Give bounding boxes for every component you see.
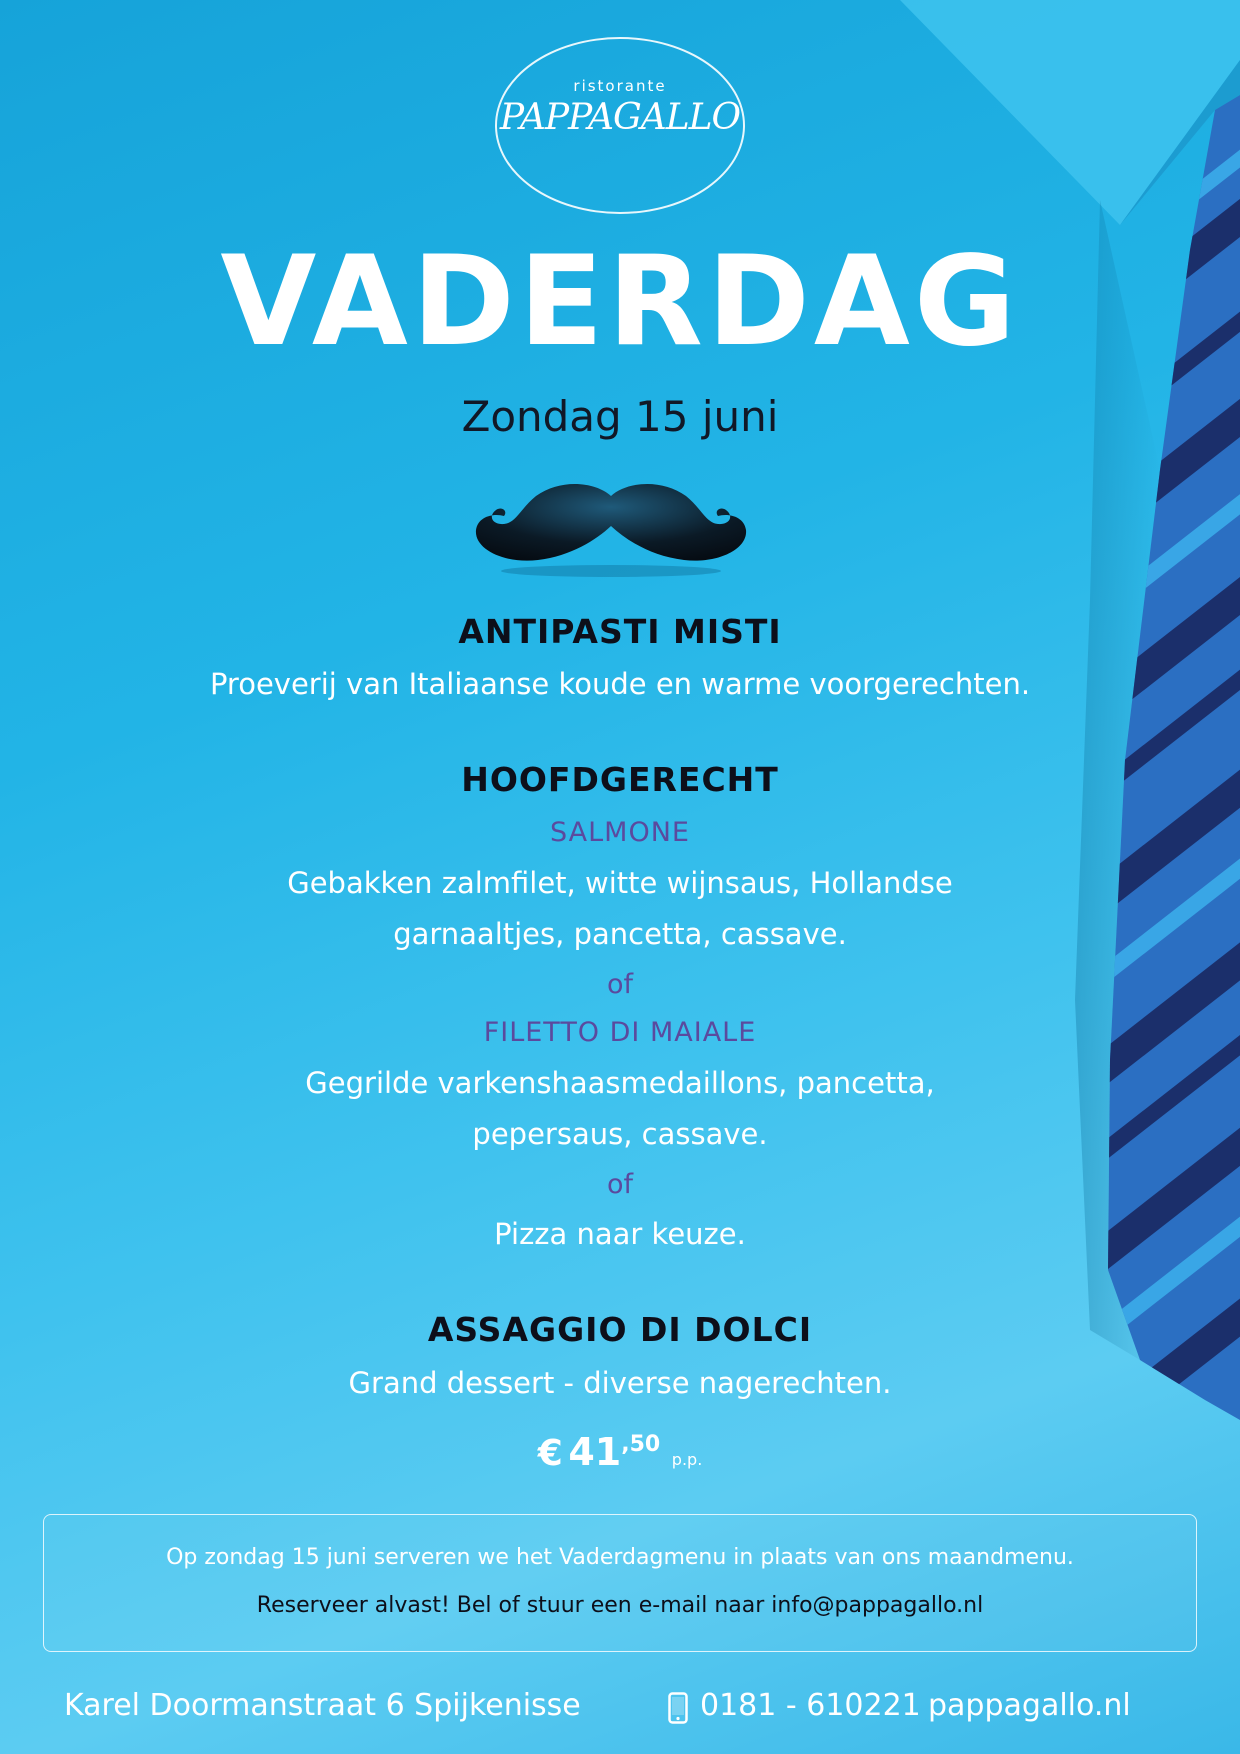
filetto-description-line2: pepersaus, cassave. [472,1117,768,1151]
dish-name-filetto: FILETTO DI MAIALE [483,1017,757,1048]
event-date: Zondag 15 juni [461,392,779,441]
page-title: VADERDAG [220,230,1020,374]
footer-website[interactable]: pappagallo.nl [928,1688,1131,1723]
info-box [43,1514,1197,1652]
price-per-person: p.p. [671,1450,703,1469]
section-heading-antipasti: ANTIPASTI MISTI [458,612,782,651]
pizza-option: Pizza naar keuze. [494,1217,746,1251]
mustache-icon [466,478,756,578]
price-cents: ,50 [621,1432,661,1457]
section-heading-dolci: ASSAGGIO DI DOLCI [427,1310,813,1349]
salmone-description-line2: garnaaltjes, pancetta, cassave. [393,917,847,951]
price-currency: € [537,1433,563,1474]
dolci-description: Grand dessert - diverse nagerechten. [348,1366,892,1400]
salmone-description-line1: Gebakken zalmfilet, witte wijnsaus, Hollandse [287,866,953,900]
info-notice: Op zondag 15 juni serveren we het Vaderdagmenu in plaats van ons maandmenu. [166,1545,1074,1570]
dish-name-salmone: SALMONE [550,817,690,848]
footer-address: Karel Doormanstraat 6 Spijkenisse [64,1688,581,1723]
restaurant-logo [495,37,745,214]
separator-of-1: of [606,969,634,1000]
logo-subtitle: ristorante [573,77,667,95]
price [0,1430,1240,1474]
phone-icon [668,1692,688,1724]
section-heading-hoofdgerecht: HOOFDGERECHT [461,760,779,799]
price-euros: 41 [568,1430,622,1474]
filetto-description-line1: Gegrilde varkenshaasmedaillons, pancetta, [305,1066,935,1100]
info-reservation: Reserveer alvast! Bel of stuur een e-mail naar info@pappagallo.nl [256,1593,984,1618]
logo-name: PAPPAGALLO [499,97,741,138]
separator-of-2: of [606,1169,634,1200]
footer-phone[interactable]: 0181 - 610221 [700,1688,921,1723]
antipasti-description: Proeverij van Italiaanse koude en warme voorgerechten. [209,667,1031,701]
